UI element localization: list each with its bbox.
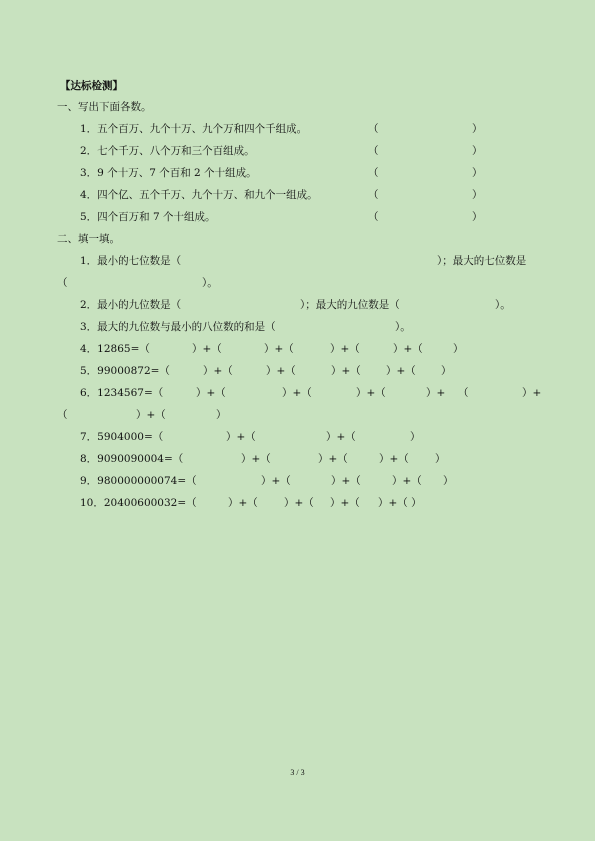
s2-q10-part-2: ）+（ bbox=[228, 497, 258, 509]
s2-q4-part-5: ）+（ bbox=[393, 343, 423, 355]
s2-q2-a: 2．最小的九位数是（ bbox=[80, 299, 182, 311]
s1-item-5: 5．四个百万和 7 个十组成。 bbox=[80, 211, 216, 223]
s2-q5-part-5: ）+（ bbox=[386, 365, 416, 377]
s1-item-4: 4．四个亿、五个千万、九个十万、和九个一组成。 bbox=[80, 189, 318, 201]
s2-q6-part-5: ）+ bbox=[426, 387, 446, 399]
s2-q10-part-3: ）+（ bbox=[284, 497, 314, 509]
s1-item-3: 3．9 个十万、7 个百和 2 个十组成。 bbox=[80, 167, 257, 179]
s2-q6-part-3: ）+（ bbox=[282, 387, 312, 399]
s2-q5-part-3: ）+（ bbox=[266, 365, 296, 377]
s2-q5-part-1: 5．99000872=（ bbox=[80, 365, 170, 377]
s1-item-5-open: （ bbox=[368, 211, 379, 223]
s2-q7-part-3: ）+（ bbox=[326, 431, 356, 443]
s2-q8-part-1: 8．9090090004=（ bbox=[80, 453, 184, 465]
page-title: 【达标检测】 bbox=[60, 80, 123, 92]
s2-q9-part-1: 9．980000000074=（ bbox=[80, 475, 197, 487]
s2-q7-part-1: 7．5904000=（ bbox=[80, 431, 164, 443]
s2-q4-part-3: ）+（ bbox=[264, 343, 294, 355]
s2-q6-part-4: ）+（ bbox=[356, 387, 386, 399]
s2-q8-part-5: ） bbox=[435, 453, 446, 465]
s2-q10-part-1: 10．20400600032=（ bbox=[80, 497, 197, 509]
s2-q6-part-6: （ bbox=[458, 387, 469, 399]
s1-item-1-close: ） bbox=[472, 123, 483, 135]
s1-item-1: 1．五个百万、九个十万、九个万和四个千组成。 bbox=[80, 123, 308, 135]
s2-q9-part-4: ）+（ bbox=[392, 475, 422, 487]
s2-q4-part-4: ）+（ bbox=[330, 343, 360, 355]
section1-heading: 一、写出下面各数。 bbox=[57, 101, 152, 113]
s2-q1-c: （ bbox=[57, 277, 68, 289]
s2-q6-part-2: ）+（ bbox=[196, 387, 226, 399]
s2-q3-b: ）。 bbox=[395, 321, 411, 333]
s2-q5-part-2: ）+（ bbox=[203, 365, 233, 377]
s1-item-4-open: （ bbox=[368, 189, 379, 201]
s2-q6-part-10: ） bbox=[216, 409, 227, 421]
s2-q6-part-8: （ bbox=[57, 409, 68, 421]
section2-heading: 二、填一填。 bbox=[57, 233, 120, 245]
s1-item-5-close: ） bbox=[472, 211, 483, 223]
s2-q8-part-3: ）+（ bbox=[318, 453, 348, 465]
s2-q1-d: ）。 bbox=[202, 277, 218, 289]
s2-q9-part-5: ） bbox=[443, 475, 454, 487]
s2-q5-part-6: ） bbox=[441, 365, 452, 377]
s2-q2-c: ）。 bbox=[495, 299, 511, 311]
s2-q6-part-7: ）+ bbox=[522, 387, 542, 399]
s1-item-2-open: （ bbox=[368, 145, 379, 157]
s2-q9-part-2: ）+（ bbox=[261, 475, 291, 487]
s2-q6-part-1: 6．1234567=（ bbox=[80, 387, 164, 399]
page-number: 3 / 3 bbox=[290, 768, 305, 777]
s1-item-4-close: ） bbox=[472, 189, 483, 201]
s2-q9-part-3: ）+（ bbox=[331, 475, 361, 487]
s2-q4-part-2: ）+（ bbox=[192, 343, 222, 355]
s1-item-1-open: （ bbox=[368, 123, 379, 135]
s2-q1-b: ）；最大的七位数是 bbox=[437, 255, 527, 267]
s1-item-3-close: ） bbox=[472, 167, 483, 179]
s2-q10-part-4: ）+（ bbox=[330, 497, 360, 509]
s2-q3-a: 3．最大的九位数与最小的八位数的和是（ bbox=[80, 321, 276, 333]
s2-q4-part-6: ） bbox=[453, 343, 464, 355]
s1-item-3-open: （ bbox=[368, 167, 379, 179]
s2-q1-a: 1．最小的七位数是（ bbox=[80, 255, 182, 267]
s2-q4-part-1: 4．12865=（ bbox=[80, 343, 150, 355]
s2-q8-part-4: ）+（ bbox=[379, 453, 409, 465]
s2-q6-part-9: ）+（ bbox=[136, 409, 166, 421]
s2-q7-part-2: ）+（ bbox=[226, 431, 256, 443]
s2-q2-b: ）；最大的九位数是（ bbox=[300, 299, 400, 311]
s2-q8-part-2: ）+（ bbox=[241, 453, 271, 465]
s2-q7-part-4: ） bbox=[410, 431, 421, 443]
s2-q5-part-4: ）+（ bbox=[331, 365, 361, 377]
s1-item-2-close: ） bbox=[472, 145, 483, 157]
s1-item-2: 2．七个千万、八个万和三个百组成。 bbox=[80, 145, 255, 157]
s2-q10-part-5: ）+（ ） bbox=[378, 497, 422, 509]
